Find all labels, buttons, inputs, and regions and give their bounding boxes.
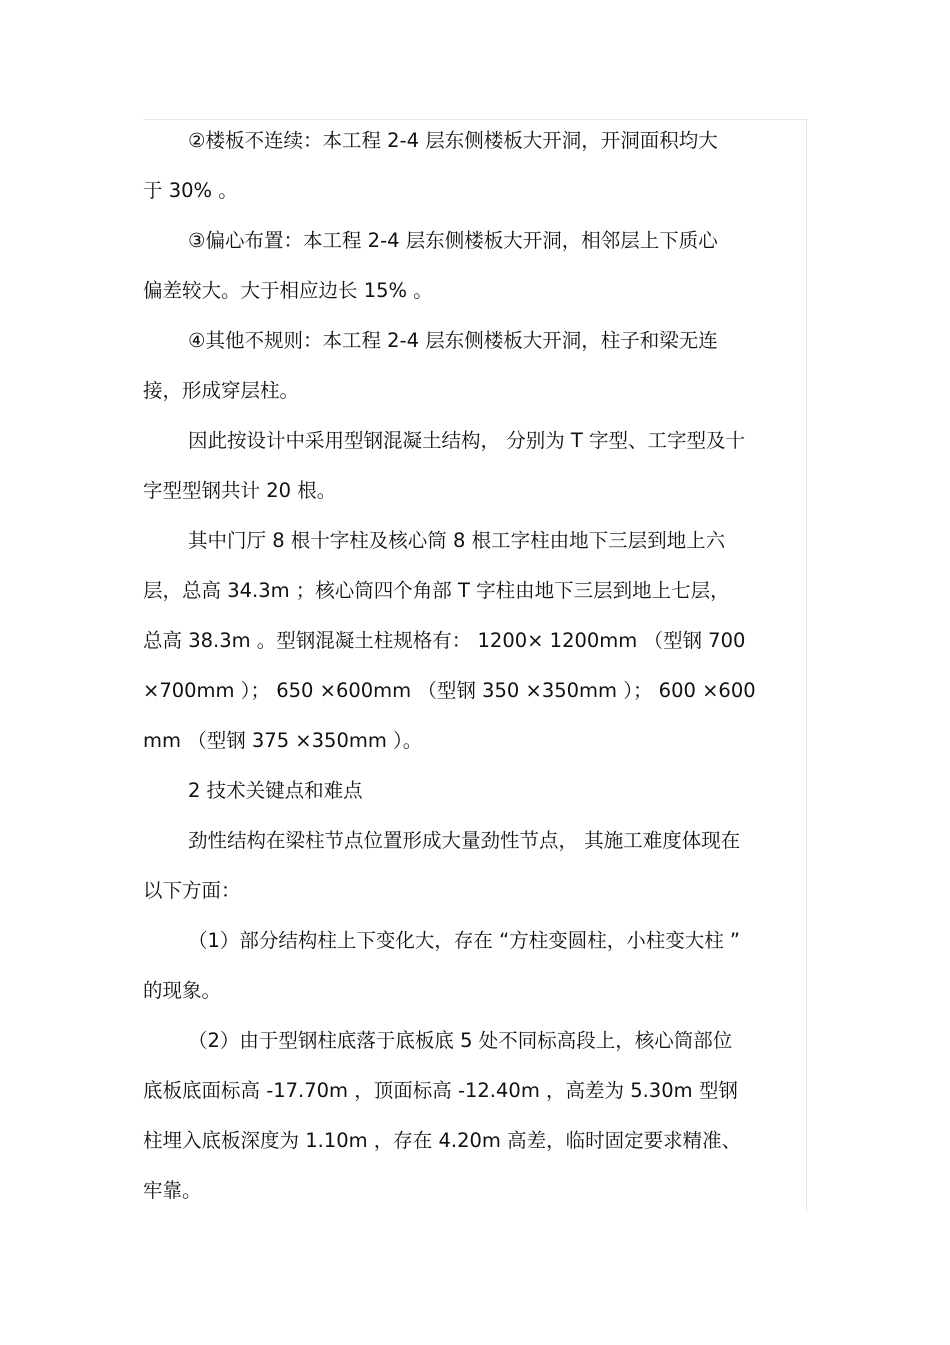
document-body xyxy=(143,116,805,1216)
text-line: （2）由于型钢柱底落于底板底 5 处不同标高段上，核心筒部位 xyxy=(188,1029,733,1052)
text-line: 总高 38.3m 。型钢混凝土柱规格有： 1200× 1200mm （型钢 700 xyxy=(143,629,746,652)
text-line: mm （型钢 375 ×350mm ）。 xyxy=(143,729,423,752)
text-line: （1）部分结构柱上下变化大，存在 “方柱变圆柱，小柱变大柱 ” xyxy=(188,929,741,952)
text-line: 字型型钢共计 20 根。 xyxy=(143,479,337,502)
text-line: 接，形成穿层柱。 xyxy=(143,379,300,402)
text-line: ③偏心布置：本工程 2-4 层东侧楼板大开洞，相邻层上下质心 xyxy=(188,229,718,252)
text-line: 柱埋入底板深度为 1.10m ，存在 4.20m 高差，临时固定要求精准、 xyxy=(143,1129,742,1152)
text-line: ×700mm ）； 650 ×600mm （型钢 350 ×350mm ）； 600 ×600 xyxy=(143,679,756,702)
text-line: 偏差较大。大于相应边长 15% 。 xyxy=(143,279,433,302)
text-line: 劲性结构在梁柱节点位置形成大量劲性节点， 其施工难度体现在 xyxy=(188,829,741,852)
text-line: ②楼板不连续：本工程 2-4 层东侧楼板大开洞，开洞面积均大 xyxy=(188,129,718,152)
text-line: 的现象。 xyxy=(143,979,222,1002)
text-line: 以下方面： xyxy=(143,879,241,902)
text-line: 牢靠。 xyxy=(143,1179,202,1202)
text-line: 其中门厅 8 根十字柱及核心筒 8 根工字柱由地下三层到地上六 xyxy=(188,529,726,552)
text-line: 底板底面标高 -17.70m ，顶面标高 -12.40m ，高差为 5.30m 型钢 xyxy=(143,1079,738,1102)
text-line: 2 技术关键点和难点 xyxy=(188,779,363,802)
text-line: 因此按设计中采用型钢混凝土结构， 分别为 T 字型、工字型及十 xyxy=(188,429,746,452)
text-line: 层，总高 34.3m ；核心筒四个角部 T 字柱由地下三层到地上七层， xyxy=(143,579,730,602)
text-line: 于 30% 。 xyxy=(143,179,238,202)
text-line: ④其他不规则：本工程 2-4 层东侧楼板大开洞，柱子和梁无连 xyxy=(188,329,718,352)
